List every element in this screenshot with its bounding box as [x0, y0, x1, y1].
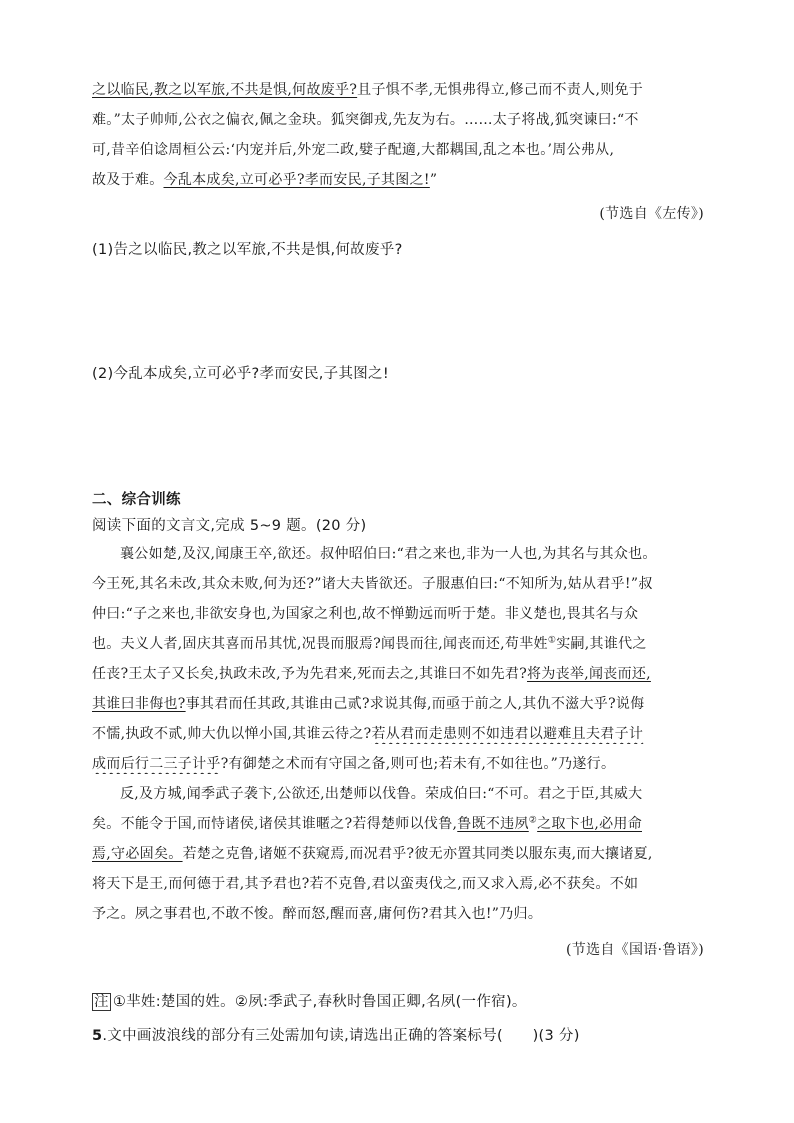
passage2-line-9: 反,及方城,闻季武子袭卞,公欲还,出楚师以伐鲁。荣成伯曰:“不可。君之于臣,其威大: [120, 786, 643, 802]
passage2-line-3: 仲曰:“子之来也,非欲安身也,为国家之利也,故不惮勤远而听于楚。非义楚也,畏其名与众: [92, 606, 639, 622]
footnote-marker: ②: [528, 815, 538, 826]
section-heading: 二、综合训练: [92, 492, 181, 508]
underlined-sentence: 其谁曰非侮也?: [92, 696, 186, 712]
passage2-line-6: 其谁曰非侮也?事其君而任其政,其谁由己贰?求说其侮,而亟于前之人,其仇不滋大乎?说侮: [92, 696, 645, 712]
passage2-line-11: 焉,守必固矣。若楚之克鲁,诸姬不获窥焉,而况君乎?彼无亦置其同类以服东夷,而大攘诸夏,: [92, 846, 653, 862]
passage2-line-7: 不懦,执政不贰,帅大仇以惮小国,其谁云待之?若从君而走患则不如违君以避难且夫君子计: [92, 726, 644, 742]
underlined-sentence: 之取卞也,必用命: [537, 816, 642, 832]
underlined-sentence: 之以临民,教之以军旅,不共是惧,何故废乎?: [92, 82, 358, 98]
passage2-line-4: 也。夫义人者,固庆其喜而吊其忧,况畏而服焉?闻畏而往,闻丧而还,苟芈姓①实嗣,其谁代之: [92, 635, 647, 652]
passage2-line-5: 任丧?王太子又长矣,执政未改,予为先君来,死而去之,其谁曰不如先君?将为丧举,闻丧而还,: [92, 666, 651, 682]
underlined-sentence: 将为丧举,闻丧而还,: [527, 666, 651, 682]
underlined-sentence: 今乱本成矣,立可必乎?孝而安民,子其图之!: [163, 172, 430, 188]
passage2-line-2: 今王死,其名未改,其众未败,何为还?”诸大夫皆欲还。子服惠伯曰:“不知所为,姑从君乎!”叔: [92, 576, 653, 592]
footnote: 注 ①芈姓:楚国的姓。②夙:季武子,春秋时鲁国正卿,名夙(一作宿)。: [94, 994, 527, 1010]
underlined-sentence: 鲁既不违夙: [457, 816, 529, 832]
passage1-line-2: 难。”太子帅师,公衣之偏衣,佩之金玦。狐突御戎,先友为右。……太子将战,狐突谏曰:“不: [92, 112, 639, 128]
passage2-source: (节选自《国语·鲁语》): [566, 942, 704, 958]
question-2: (2)今乱本成矣,立可必乎?孝而安民,子其图之!: [92, 366, 389, 382]
question-5: 5.文中画波浪线的部分有三处需加句读,请选出正确的答案标号( )(3 分): [92, 1028, 580, 1044]
passage2-line-1: 襄公如楚,及汉,闻康王卒,欲还。叔仲昭伯曰:“君之来也,非为一人也,为其名与其众也。: [120, 546, 657, 562]
passage1-line-3: 可,昔辛伯谂周桓公云:‘内宠并后,外宠二政,嬖子配適,大都耦国,乱之本也。’周公弗从,: [92, 142, 615, 158]
passage2-line-8: 成而后行二三子计乎?有御楚之术而有守国之备,则可也;若未有,不如往也。”乃遂行。: [92, 756, 616, 772]
passage2-line-10: 矣。不能令于国,而恃诸侯,诸侯其谁暱之?若得楚师以伐鲁,鲁既不违夙②之取卞也,必用命: [92, 815, 642, 832]
passage2-line-13: 予之。夙之事君也,不敢不悛。醉而怒,醒而喜,庸何伤?君其入也!”乃归。: [92, 906, 543, 922]
footnote-marker: ①: [547, 635, 557, 646]
wavy-underlined-sentence: 若从君而走患则不如违君以避难且夫君子计: [371, 726, 644, 742]
note-label-box: 注: [94, 994, 109, 1010]
underlined-sentence: 焉,守必固矣。: [92, 846, 183, 862]
passage1-line-4: 故及于难。今乱本成矣,立可必乎?孝而安民,子其图之!”: [92, 172, 438, 188]
passage1-source: (节选自《左传》): [599, 206, 704, 222]
passage1-line-1: 之以临民,教之以军旅,不共是惧,何故废乎?且子惧不孝,无惧弗得立,修己而不责人,则免于: [92, 82, 644, 98]
question-number: 5: [92, 1028, 103, 1044]
question-1: (1)告之以临民,教之以军旅,不共是惧,何故废乎?: [92, 242, 403, 258]
passage2-line-12: 将天下是王,而何德于君,其予君也?若不克鲁,君以蛮夷伐之,而又求入焉,必不获矣。不如: [92, 876, 639, 892]
section-instruction: 阅读下面的文言文,完成 5~9 题。(20 分): [92, 518, 367, 534]
wavy-underlined-sentence: 成而后行二三子计乎: [92, 756, 221, 772]
